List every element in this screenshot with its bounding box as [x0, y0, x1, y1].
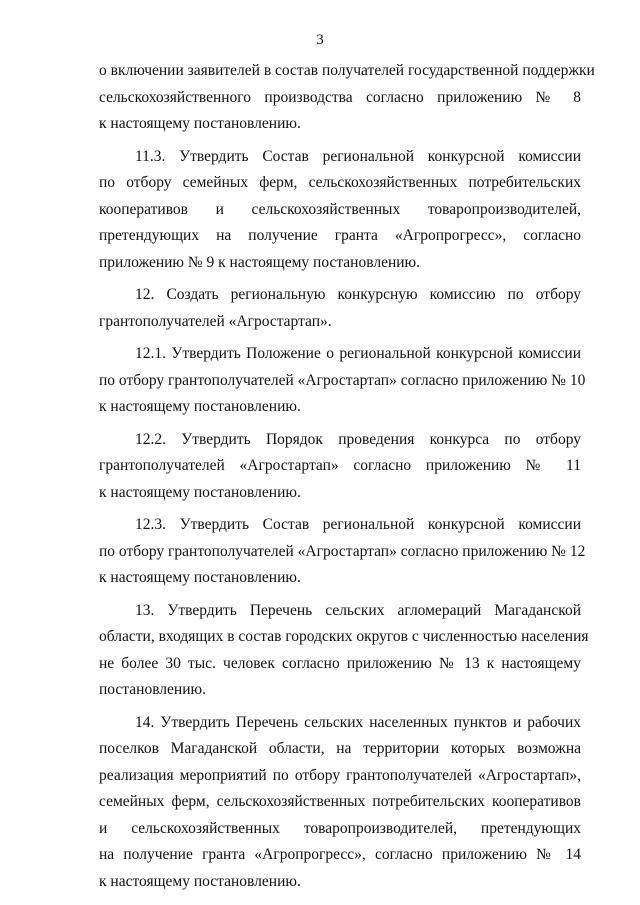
- text-line: грантополучателей «Агростартап» согласно приложению № 11: [99, 457, 581, 474]
- text-line: области, входящих в состав городских округов с численностью населения: [99, 628, 589, 645]
- paragraph-12-3: [99, 512, 586, 592]
- text-line: и сельскохозяйственных товаропроизводителей, претендующих: [99, 819, 581, 837]
- text-line: по отбору грантополучателей «Агростартап» согласно приложению № 12: [99, 542, 586, 560]
- text-line: к настоящему постановлению.: [99, 115, 301, 132]
- page-number: 3: [316, 32, 324, 48]
- text-line: постановлению.: [99, 681, 206, 698]
- text-line: к настоящему постановлению.: [99, 569, 301, 586]
- text-line: приложению № 9 к настоящему постановлению.: [99, 253, 420, 271]
- text-line: 13. Утвердить Перечень сельских агломераций Магаданской: [135, 601, 581, 619]
- paragraph-11-continuation: [99, 58, 595, 138]
- text-line: не более 30 тыс. человек согласно приложению № 13 к настоящему: [99, 654, 581, 672]
- paragraph-14: [99, 710, 581, 896]
- text-line: претендующих на получение гранта «Агропрогресс», согласно: [99, 227, 581, 244]
- text-line: кооперативов и сельскохозяйственных товаропроизводителей,: [99, 200, 581, 218]
- text-line: о включении заявителей в состав получателей государственной поддержки: [99, 62, 595, 79]
- text-line: по отбору грантополучателей «Агростартап» согласно приложению № 10: [99, 371, 586, 389]
- paragraph-12-2: [99, 427, 581, 507]
- text-line: 12.1. Утвердить Положение о региональной конкурсной комиссии: [135, 345, 581, 362]
- text-line: к настоящему постановлению.: [99, 398, 301, 415]
- text-line: 12.3. Утвердить Состав региональной конкурсной комиссии: [135, 516, 581, 533]
- text-line: сельскохозяйственного производства согласно приложению № 8: [99, 88, 581, 106]
- text-line: к настоящему постановлению.: [99, 872, 301, 890]
- text-line: 12. Создать региональную конкурсную комиссию по отбору: [135, 286, 581, 303]
- paragraph-13: [99, 598, 589, 704]
- text-line: реализация мероприятий по отбору грантополучателей «Агростартап»,: [99, 766, 581, 784]
- paragraph-11-3: [99, 144, 581, 277]
- text-line: по отбору семейных ферм, сельскохозяйственных потребительских: [99, 174, 581, 191]
- text-line: на получение гранта «Агропрогресс», согласно приложению № 14: [99, 846, 581, 863]
- document-body: [99, 58, 595, 901]
- text-line: к настоящему постановлению.: [99, 483, 301, 501]
- paragraph-12-1: [99, 341, 586, 421]
- text-line: 14. Утвердить Перечень сельских населенных пунктов и рабочих: [135, 713, 581, 731]
- text-line: поселков Магаданской области, на территории которых возможна: [99, 740, 581, 757]
- text-line: грантополучателей «Агростартап».: [99, 312, 332, 330]
- text-line: семейных ферм, сельскохозяйственных потребительских кооперативов: [99, 793, 581, 810]
- text-line: 11.3. Утвердить Состав региональной конкурсной комиссии: [135, 147, 581, 165]
- paragraph-12: [99, 282, 581, 335]
- text-line: 12.2. Утвердить Порядок проведения конкурса по отбору: [135, 430, 581, 448]
